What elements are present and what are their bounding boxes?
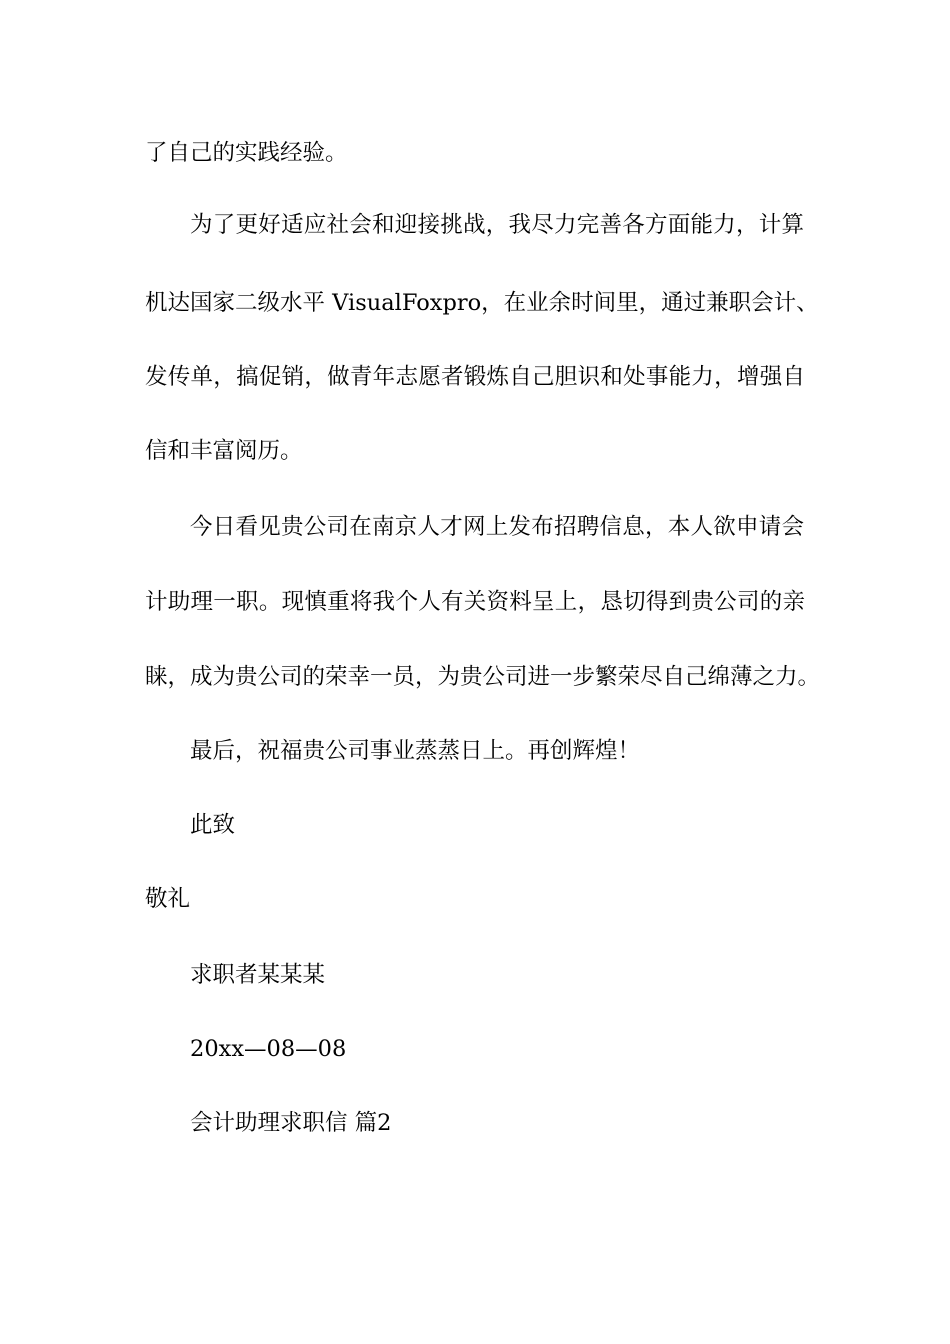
paragraph-line: 为了更好适应社会和迎接挑战，我尽力完善各方面能力，计算: [190, 212, 804, 238]
paragraph-line: 信和丰富阅历。: [145, 438, 303, 464]
paragraph-line: 机达国家二级水平 VisualFoxpro，在业余时间里，通过兼职会计、: [145, 290, 819, 316]
signature: 求职者某某某: [190, 962, 326, 988]
paragraph-line: 睐，成为贵公司的荣幸一员，为贵公司进一步繁荣尽自己绵薄之力。: [145, 664, 821, 690]
salutation-regards: 敬礼: [145, 886, 191, 912]
paragraph-line: 计助理一职。现慎重将我个人有关资料呈上，恳切得到贵公司的亲: [145, 589, 805, 615]
paragraph-line: 今日看见贵公司在南京人才网上发布招聘信息，本人欲申请会: [190, 514, 804, 540]
date: 20xx—08—08: [190, 1036, 347, 1062]
section-heading: 会计助理求职信 篇2: [190, 1110, 392, 1136]
paragraph-line: 了自己的实践经验。: [145, 140, 348, 166]
salutation: 此致: [190, 812, 236, 838]
paragraph-line: 发传单，搞促销，做青年志愿者锻炼自己胆识和处事能力，增强自: [145, 364, 805, 390]
closing-wish: 最后，祝福贵公司事业蒸蒸日上。再创辉煌！: [190, 738, 641, 764]
